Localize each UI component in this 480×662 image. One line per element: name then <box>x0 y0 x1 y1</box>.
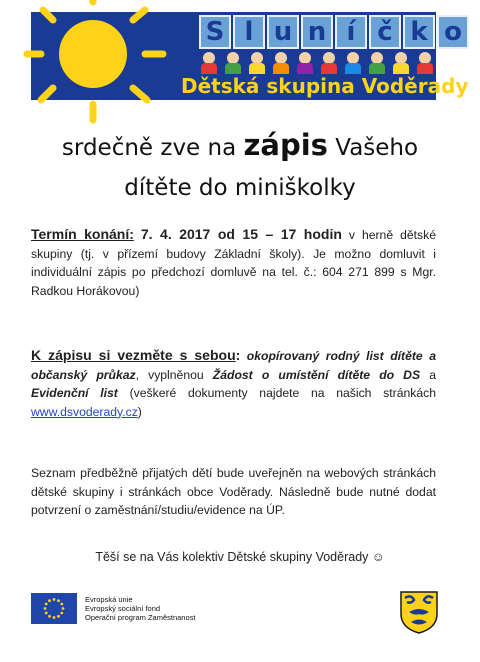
child-figure <box>415 52 435 74</box>
headline-post: Vašeho <box>335 135 419 161</box>
title-letter: í <box>335 15 367 49</box>
title-letter: u <box>267 15 299 49</box>
child-figure <box>367 52 387 74</box>
document-item-application: Žádost o umístění dítěte do DS <box>212 367 421 382</box>
eu-line: Operační program Zaměstnanost <box>85 613 196 622</box>
banner-subtitle: Dětská skupina Voděrady <box>181 74 469 98</box>
event-time-label: Termín konání: <box>31 226 134 242</box>
headline-pre: srdečně zve na <box>61 135 237 161</box>
title-letter: k <box>403 15 435 49</box>
smiley-icon: ☺ <box>371 550 385 564</box>
sun-icon <box>23 0 193 132</box>
child-figure <box>391 52 411 74</box>
child-figure <box>343 52 363 74</box>
document-item-registration-form: Evidenční list <box>31 386 118 400</box>
child-figure <box>319 52 339 74</box>
header-banner <box>31 12 469 100</box>
eu-logo-text <box>85 595 195 622</box>
documents-label: K zápisu si vezměte s sebou <box>31 347 236 363</box>
event-date: 7. 4. 2017 od 15 – 17 hodin <box>140 226 342 242</box>
documents-text: ) <box>137 404 142 419</box>
headline-line-2: dítěte do miniškolky <box>124 175 356 201</box>
website-link[interactable]: www.dsvoderady.cz <box>31 404 138 419</box>
title-letter: o <box>437 15 469 49</box>
headline-line-1 <box>0 128 480 162</box>
event-details: v herně dětské skupiny (tj. v přízemí budovy Základní školy). Je možno domluvit i individuální zápis po předchozí domluvě na tel. č.: 604 271 899 s Mgr. Radkou Horákovou) <box>31 228 437 298</box>
documents-colon: : <box>235 347 241 363</box>
closing-line <box>0 550 480 564</box>
eu-line: Evropský sociální fond <box>85 604 161 613</box>
eu-logo <box>31 593 195 624</box>
child-figure <box>295 52 315 74</box>
documents-text: , vyplněnou <box>135 367 204 382</box>
municipal-crest-icon <box>399 590 439 634</box>
child-figure <box>247 52 267 74</box>
title-letter: č <box>369 15 401 49</box>
title-letter: l <box>233 15 265 49</box>
documents-text: (veškeré dokumenty najdete na našich stránkách <box>129 386 436 400</box>
documents-paragraph <box>31 346 436 421</box>
child-figure <box>223 52 243 74</box>
eu-flag-icon <box>31 593 77 624</box>
document-item-birth-certificate: okopírovaný rodný list dítěte a občanský průkaz <box>31 349 436 382</box>
child-figure <box>199 52 219 74</box>
children-illustration <box>199 52 435 74</box>
closing-text: Těší se na Vás kolektiv Dětské skupiny Voděrady <box>95 550 369 564</box>
eu-line: Evropská unie <box>85 595 133 604</box>
documents-text: a <box>429 367 436 382</box>
child-figure <box>271 52 291 74</box>
banner-title-tiles <box>199 15 469 49</box>
event-time-paragraph <box>31 225 436 300</box>
headline-emphasis: zápis <box>243 128 328 162</box>
title-letter: n <box>301 15 333 49</box>
title-letter: S <box>199 15 231 49</box>
accepted-list-paragraph: Seznam předběžně přijatých dětí bude uveřejněn na webových stránkách dětské skupiny i stránkách obce Voděrady. Následně bude nutné dodat potvrzení o zaměstnání/studiu/evidence na ÚP. <box>31 466 436 517</box>
